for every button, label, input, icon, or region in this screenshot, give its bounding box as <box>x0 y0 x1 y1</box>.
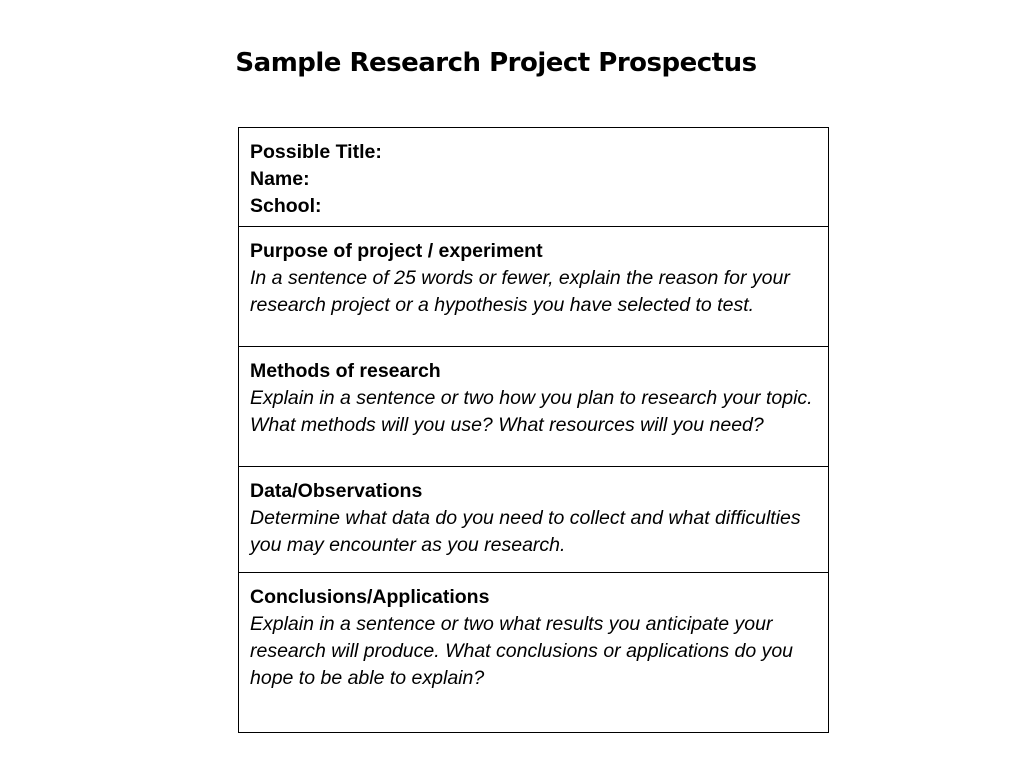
data-observations-description: Determine what data do you need to collect and what difficulties you may encounter as you research. <box>250 507 801 556</box>
data-observations-cell <box>239 467 829 573</box>
prospectus-table <box>238 127 829 733</box>
methods-heading: Methods of research <box>250 360 441 382</box>
school-label: School: <box>250 195 322 217</box>
purpose-description: In a sentence of 25 words or fewer, explain the reason for your research project or a hypothesis you have selected to test. <box>250 267 790 316</box>
methods-cell <box>239 347 829 467</box>
header-fields-cell <box>239 128 829 227</box>
page-title: Sample Research Project Prospectus <box>235 48 757 78</box>
table-row-header <box>239 128 829 227</box>
data-observations-heading: Data/Observations <box>250 480 423 502</box>
purpose-cell <box>239 227 829 347</box>
methods-description: Explain in a sentence or two how you plan to research your topic. What methods will you use? What resources will you need? <box>250 387 813 436</box>
table-row-purpose <box>239 227 829 347</box>
possible-title-label: Possible Title: <box>250 141 382 163</box>
purpose-heading: Purpose of project / experiment <box>250 240 543 262</box>
conclusions-description: Explain in a sentence or two what results you anticipate your research will produce. What conclusions or applications do you hope to be able to explain? <box>250 613 794 689</box>
name-label: Name: <box>250 168 310 190</box>
conclusions-cell <box>239 573 829 733</box>
table-row-conclusions <box>239 573 829 733</box>
table-row-methods <box>239 347 829 467</box>
table-row-data <box>239 467 829 573</box>
conclusions-heading: Conclusions/Applications <box>250 586 490 608</box>
